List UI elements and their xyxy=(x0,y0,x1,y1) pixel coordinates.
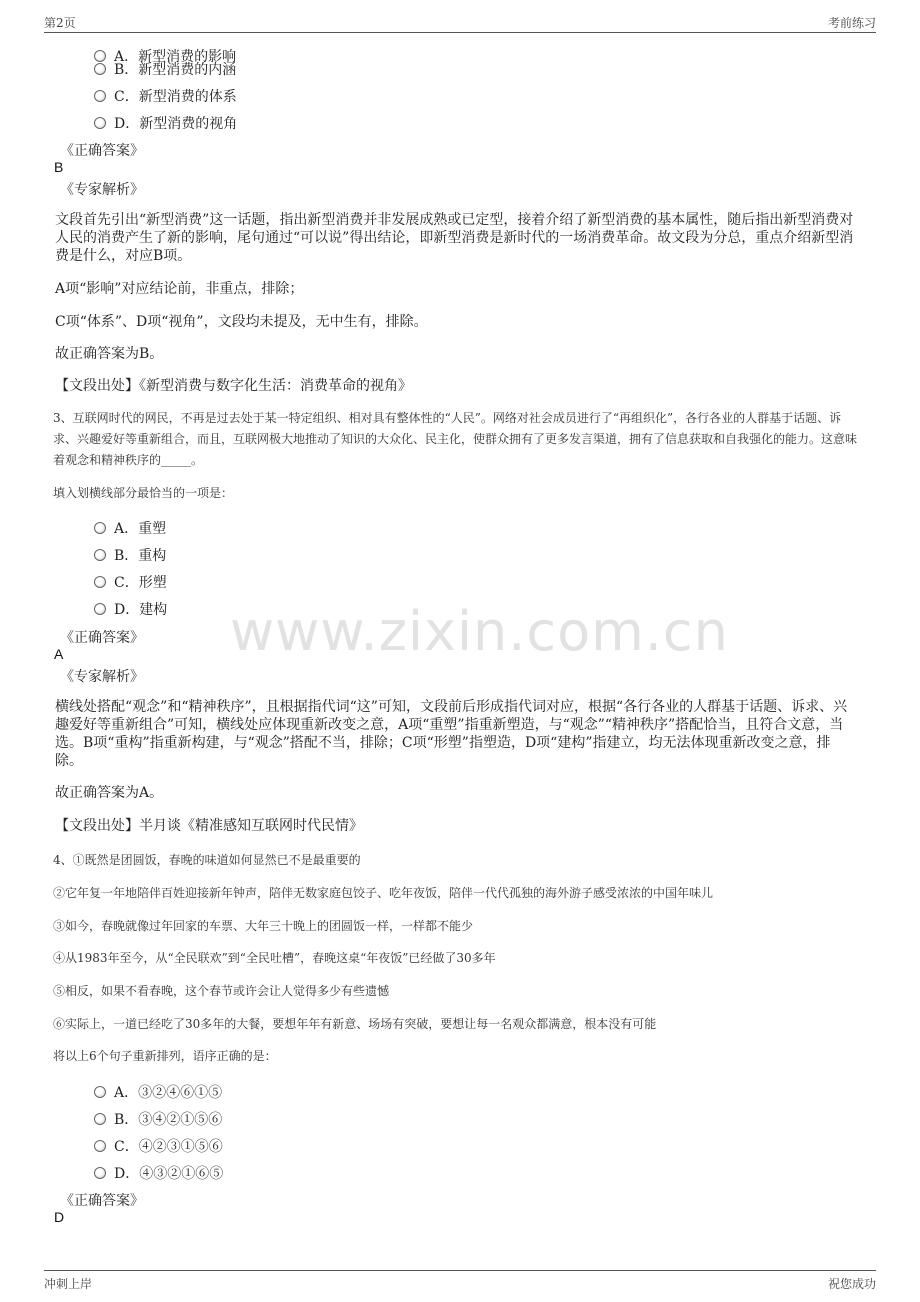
q2-analysis-paragraph: C项“体系”、D项“视角”，文段均未提及，无中生有，排除。 xyxy=(55,314,428,330)
q4-sentence: ⑥实际上，一道已经吃了30多年的大餐，要想年年有新意、场场有突破，要想让每一名观众都满意，根本没有可能 xyxy=(53,1017,657,1031)
q3-answer-label: 《正确答案》 xyxy=(60,630,144,646)
q3-source: 【文段出处】半月谈《精准感知互联网时代民情》 xyxy=(55,818,363,834)
radio-icon[interactable] xyxy=(94,1113,106,1125)
q4-option-d[interactable]: D．④③②①⑥⑤ xyxy=(94,1163,223,1183)
q2-answer: B xyxy=(54,159,64,175)
q3-option-b[interactable]: B．重构 xyxy=(94,545,166,565)
q4-sentence: ④从1983年至今，从“全民联欢”到“全民吐槽”，春晚这桌“年夜饭”已经做了30多年 xyxy=(53,951,496,965)
radio-icon[interactable] xyxy=(94,576,106,588)
header-title: 考前练习 xyxy=(827,16,876,30)
q4-sentence: ②它年复一年地陪伴百姓迎接新年钟声，陪伴无数家庭包饺子、吃年夜饭，陪伴一代代孤独的海外游子感受浓浓的中国年味儿 xyxy=(53,886,714,900)
page-footer xyxy=(44,1270,876,1295)
q3-conclusion: 故正确答案为A。 xyxy=(55,785,164,801)
q3-option-d[interactable]: D．建构 xyxy=(94,599,167,619)
q3-option-c[interactable]: C．形塑 xyxy=(94,572,167,592)
radio-icon[interactable] xyxy=(94,1086,106,1098)
q3-answer: A xyxy=(54,646,64,662)
radio-icon[interactable] xyxy=(94,549,106,561)
q4-sentence: ⑤相反，如果不看春晚，这个春节或许会让人觉得多少有些遗憾 xyxy=(53,984,390,998)
radio-icon[interactable] xyxy=(94,90,106,102)
q2-option-d[interactable]: D．新型消费的视角 xyxy=(94,113,237,133)
q2-option-a[interactable]: A．新型消费的影响 xyxy=(94,46,236,66)
q2-option-b[interactable]: B．新型消费的内涵 xyxy=(94,59,236,79)
footer-right-text: 祝您成功 xyxy=(827,1277,876,1291)
radio-icon[interactable] xyxy=(94,63,106,75)
watermark: www.zixin.com.cn xyxy=(230,600,729,663)
radio-icon[interactable] xyxy=(94,1167,106,1179)
q2-source: 【文段出处】《新型消费与数字化生活：消费革命的视角》 xyxy=(55,378,412,394)
q4-option-a[interactable]: A．③②④⑥①⑤ xyxy=(94,1082,222,1102)
footer-left-text: 冲刺上岸 xyxy=(44,1277,93,1291)
q4-sentence: 4、①既然是团圆饭，春晚的味道如何显然已不是最重要的 xyxy=(53,853,361,867)
q4-answer-label: 《正确答案》 xyxy=(60,1193,144,1209)
radio-icon[interactable] xyxy=(94,117,106,129)
q2-analysis-paragraph: A项“影响”对应结论前，非重点，排除； xyxy=(55,281,304,297)
q2-answer-label: 《正确答案》 xyxy=(60,143,144,159)
q2-option-c[interactable]: C．新型消费的体系 xyxy=(94,86,237,106)
q4-option-c[interactable]: C．④②③①⑤⑥ xyxy=(94,1136,223,1156)
q4-answer: D xyxy=(54,1209,65,1225)
q2-analysis-paragraph: 文段首先引出“新型消费”这一话题，指出新型消费并非发展成熟或已定型，接着介绍了新型消费的基本属性，随后指出新型消费对人民的消费产生了新的影响，尾句通过“可以说”得出结论，即新型消费是新时代的一场消费革命。故文段为分总，重点介绍新型消费是什么，对应B项。 xyxy=(55,212,854,264)
q3-option-a[interactable]: A．重塑 xyxy=(94,518,166,538)
page-header xyxy=(44,12,876,33)
radio-icon[interactable] xyxy=(94,603,106,615)
radio-icon[interactable] xyxy=(94,522,106,534)
q4-prompt: 将以上6个句子重新排列，语序正确的是： xyxy=(53,1049,277,1063)
q2-analysis-label: 《专家解析》 xyxy=(60,182,144,198)
q3-analysis-paragraph: 横线处搭配“观念”和“精神秩序”，且根据指代词“这”可知，文段前后形成指代词对应，根据“各行各业的人群基于话题、诉求、兴趣爱好等重新组合”可知，横线处应体现重新改变之意，A项“重塑”指重新塑造，与“观念”“精神秩序”搭配恰当，且符合文意，当选。B项“重构”指重新构建，与“观念”搭配不当，排除；C项“形塑”指塑造，D项“建构”指建立，均无法体现重新改变之意，排除。 xyxy=(55,699,848,769)
radio-icon[interactable] xyxy=(94,1140,106,1152)
q3-analysis-label: 《专家解析》 xyxy=(60,669,144,685)
q3-question-text: 3、互联网时代的网民，不再是过去处于某一特定组织、相对具有整体性的“人民”。网络对社会成员进行了“再组织化”，各行各业的人群基于话题、诉求、兴趣爱好等重新组合，而且，互联网极大地推动了知识的大众化、民主化，使群众拥有了更多发言渠道，拥有了信息获取和自我强化的能力。这意味着观念和精神秩序的_____。 xyxy=(53,411,858,467)
q4-option-b[interactable]: B．③④②①⑤⑥ xyxy=(94,1109,222,1129)
q3-prompt: 填入划横线部分最恰当的一项是： xyxy=(53,486,234,500)
q2-conclusion: 故正确答案为B。 xyxy=(55,346,164,362)
page-number: 第2页 xyxy=(44,16,76,30)
q4-sentence: ③如今，春晚就像过年回家的车票、大年三十晚上的团圆饭一样，一样都不能少 xyxy=(53,919,474,933)
